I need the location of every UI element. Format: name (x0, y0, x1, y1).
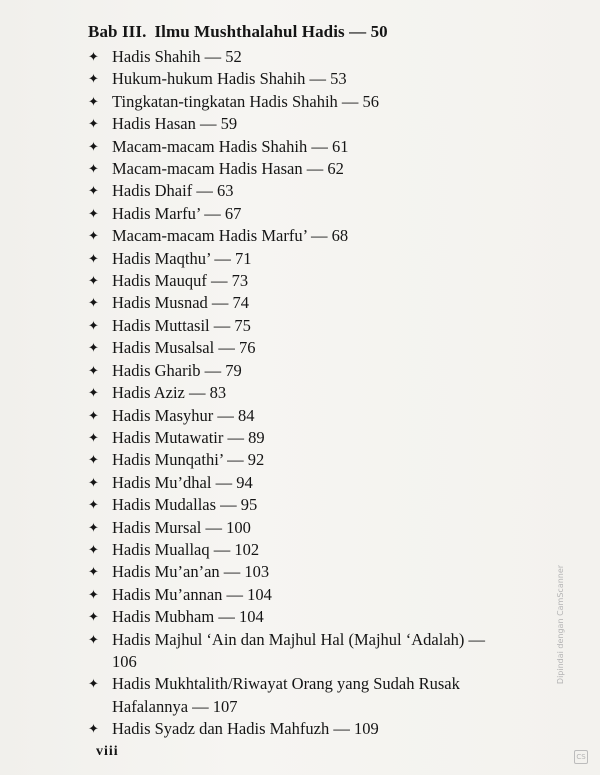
toc-entry-text: Hadis Hasan — 59 (112, 114, 238, 134)
toc-entry-text: Hadis Marfu’ — 67 (112, 203, 242, 223)
scanner-watermark (556, 540, 587, 710)
camscanner-logo-icon: CS (574, 750, 588, 764)
bullet-star-icon: ✦ (88, 205, 99, 221)
toc-entry (88, 606, 528, 628)
toc-entry-text: Hadis Maqthu’ — 71 (112, 248, 252, 268)
toc-entry (88, 472, 528, 494)
bullet-star-icon: ✦ (88, 250, 99, 266)
bullet-star-icon: ✦ (88, 228, 99, 244)
bullet-star-icon: ✦ (88, 519, 99, 535)
bullet-star-icon: ✦ (88, 564, 99, 580)
toc-entry-text: Hadis Majhul ‘Ain dan Majhul Hal (Majhul ‘Adalah) — 106 (112, 629, 486, 671)
toc-entry-text: Tingkatan-tingkatan Hadis Shahih — 56 (112, 91, 380, 111)
bullet-star-icon: ✦ (88, 49, 99, 64)
toc-entry-text: Hadis Muttasil — 75 (112, 315, 251, 335)
toc-entry (88, 68, 528, 90)
bullet-star-icon: ✦ (88, 340, 99, 356)
toc-entry-text: Hadis Syadz dan Hadis Mahfuzh — 109 (112, 719, 379, 739)
toc-entry-text: Hadis Aziz — 83 (112, 383, 227, 403)
toc-entry-text: Hadis Musnad — 74 (112, 293, 250, 313)
page-number: viii (96, 744, 119, 759)
toc-entry (88, 382, 528, 404)
toc-entry-text: Hadis Mu’an’an — 103 (112, 562, 270, 582)
toc-entry (88, 405, 528, 427)
bullet-star-icon: ✦ (88, 676, 99, 692)
toc-entry (88, 427, 528, 449)
bullet-star-icon: ✦ (88, 71, 99, 87)
toc-entry-text: Macam-macam Hadis Hasan — 62 (112, 159, 344, 179)
toc-entry-text: Macam-macam Hadis Marfu’ — 68 (112, 226, 349, 246)
toc-entry (88, 136, 528, 158)
toc-entry-text: Hadis Masyhur — 84 (112, 405, 255, 425)
bullet-star-icon: ✦ (88, 474, 99, 490)
bullet-star-icon: ✦ (88, 452, 99, 468)
toc-entry-text: Hadis Dhaif — 63 (112, 181, 234, 201)
toc-entry-text: Hadis Mu’dhal — 94 (112, 472, 253, 492)
bullet-star-icon: ✦ (88, 385, 99, 401)
chapter-heading (88, 22, 388, 42)
toc-entry (88, 561, 528, 583)
toc-entry-text: Hadis Mauquf — 73 (112, 271, 249, 291)
bullet-star-icon: ✦ (88, 609, 99, 625)
toc-entry (88, 270, 528, 292)
toc-entry-text: Macam-macam Hadis Shahih — 61 (112, 136, 349, 156)
chapter-title: Ilmu Mushthalahul Hadis (154, 22, 345, 41)
bullet-star-icon: ✦ (88, 541, 99, 557)
toc-entry (88, 584, 528, 606)
toc-entry-text: Hadis Mubham — 104 (112, 607, 264, 627)
bullet-star-icon: ✦ (88, 273, 99, 289)
toc-entry (88, 203, 528, 225)
toc-entry-text: Hadis Mursal — 100 (112, 517, 251, 537)
bullet-star-icon: ✦ (88, 138, 99, 154)
toc-entry (88, 248, 528, 270)
bullet-star-icon: ✦ (88, 116, 99, 132)
toc-entry (88, 517, 528, 539)
toc-entry (88, 180, 528, 202)
toc-entry-text: Hadis Munqathi’ — 92 (112, 450, 265, 470)
toc-entry (88, 113, 528, 135)
toc-entry-text: Hadis Musalsal — 76 (112, 338, 256, 358)
toc-entry-text: Hukum-hukum Hadis Shahih — 53 (112, 69, 347, 89)
chapter-page-number: — 50 (349, 22, 388, 41)
toc-entry-text: Hadis Mudallas — 95 (112, 495, 258, 515)
toc-entry (88, 158, 528, 180)
toc-entry-text: Hadis Mutawatir — 89 (112, 427, 265, 447)
toc-entry-text: Hadis Shahih — 52 (112, 47, 242, 66)
toc-entry (88, 718, 528, 740)
toc-entry (88, 449, 528, 471)
toc-entry (88, 673, 528, 718)
toc-entry (88, 539, 528, 561)
toc-entry (88, 315, 528, 337)
bullet-star-icon: ✦ (88, 407, 99, 423)
bullet-star-icon: ✦ (88, 586, 99, 602)
chapter-number: Bab III. (88, 22, 147, 41)
watermark-text: Dipindai dengan CamScanner (556, 564, 566, 685)
bullet-star-icon: ✦ (88, 429, 99, 445)
toc-entry (88, 91, 528, 113)
toc-entry (88, 629, 528, 674)
bullet-star-icon: ✦ (88, 497, 99, 513)
toc-entry (88, 494, 528, 516)
table-of-contents (88, 46, 528, 741)
toc-entry (88, 46, 528, 68)
bullet-star-icon: ✦ (88, 317, 99, 333)
toc-entry (88, 225, 528, 247)
bullet-star-icon: ✦ (88, 631, 99, 647)
toc-entry-text: Hadis Gharib — 79 (112, 360, 242, 380)
toc-entry-text: Hadis Mu’annan — 104 (112, 584, 272, 604)
toc-entry (88, 360, 528, 382)
toc-entry-text: Hadis Mukhtalith/Riwayat Orang yang Sudah Rusak Hafalannya — 107 (112, 674, 460, 716)
bullet-star-icon: ✦ (88, 93, 99, 109)
toc-entry (88, 292, 528, 314)
bullet-star-icon: ✦ (88, 362, 99, 378)
bullet-star-icon: ✦ (88, 183, 99, 199)
toc-entry (88, 337, 528, 359)
bullet-star-icon: ✦ (88, 161, 99, 177)
toc-entry-text: Hadis Muallaq — 102 (112, 539, 260, 559)
bullet-star-icon: ✦ (88, 295, 99, 311)
bullet-star-icon: ✦ (88, 721, 99, 737)
